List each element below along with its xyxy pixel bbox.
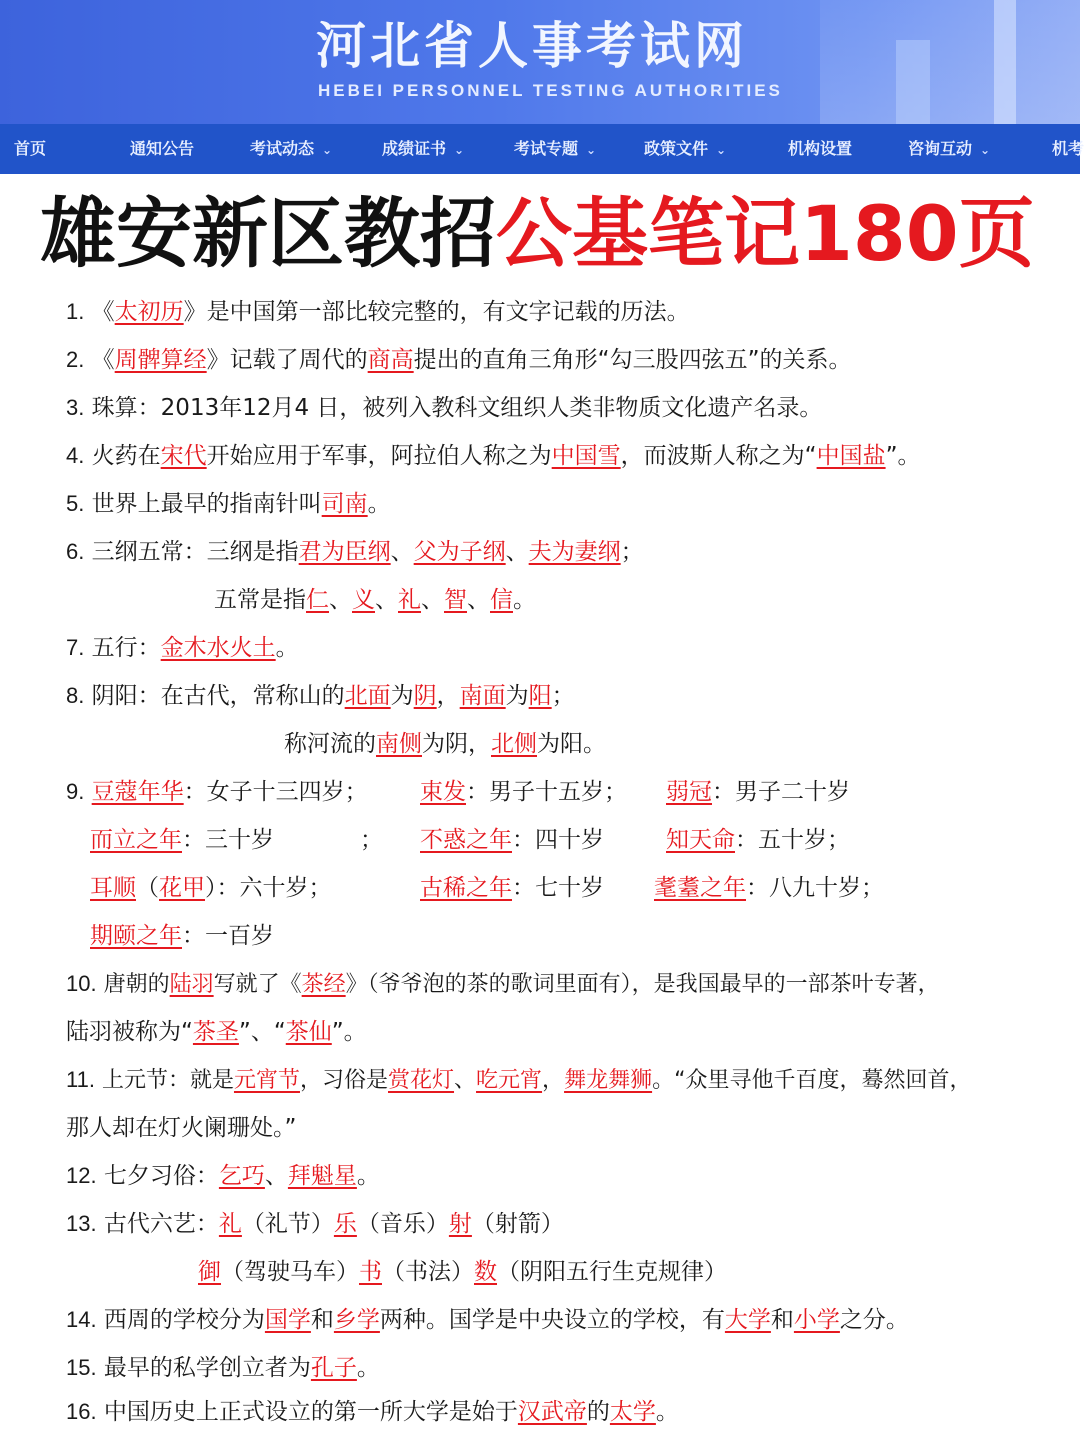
nav-label: 考试专题: [514, 139, 579, 158]
note-item: [66, 1200, 564, 1248]
note-text: （音乐）: [356, 1211, 449, 1237]
note-keyword: 周髀算经: [114, 347, 207, 373]
note-item-cell: [420, 816, 604, 864]
note-text: 、: [390, 539, 414, 565]
note-keyword: 商高: [367, 347, 414, 373]
note-text: （射箭）: [471, 1211, 564, 1237]
note-keyword: 而立之年: [90, 827, 182, 853]
note-keyword: 孔子: [310, 1355, 357, 1381]
note-item-cell: [654, 864, 884, 912]
note-keyword: 南面: [459, 683, 506, 709]
note-item: [66, 336, 852, 384]
note-text: 七夕习俗：: [103, 1163, 219, 1189]
note-text: ；: [360, 827, 383, 853]
note-text: 、: [505, 539, 529, 565]
nav-label: 咨询互动: [908, 139, 973, 158]
note-number: 15.: [66, 1355, 97, 1380]
note-text: ，习俗是: [299, 1068, 388, 1093]
note-number: 6.: [66, 539, 85, 564]
nav-consult[interactable]: [908, 124, 990, 174]
note-text: 《: [91, 299, 115, 325]
note-text: ：三十岁: [182, 827, 274, 853]
note-text: 古代六艺：: [103, 1211, 219, 1237]
note-item-cell: [420, 864, 604, 912]
chevron-down-icon: ⌄: [454, 143, 465, 157]
site-subtitle: HEBEI PERSONNEL TESTING AUTHORITIES: [318, 81, 783, 100]
nav-scores[interactable]: [382, 124, 464, 174]
note-keyword: 金木水火土: [160, 635, 276, 661]
note-item: [66, 768, 368, 816]
note-text: 、: [467, 587, 490, 613]
note-keyword: 御: [198, 1259, 221, 1285]
note-text: ”、“: [238, 1019, 286, 1045]
building-decoration: [896, 40, 930, 124]
nav-computer-exam[interactable]: [1052, 124, 1084, 174]
note-keyword: 陆羽: [169, 972, 214, 997]
site-title: 河北省人事考试网: [316, 17, 748, 75]
note-text: ）：六十岁；: [205, 875, 332, 901]
note-keyword: 拜魁星: [287, 1163, 357, 1189]
note-keyword: 耄耋之年: [654, 875, 746, 901]
note-keyword: 茶经: [301, 972, 346, 997]
note-text: ：八九十岁；: [746, 875, 884, 901]
note-text: 。“众里寻他千百度，蓦然回首，: [652, 1068, 972, 1093]
note-keyword: 中国盐: [816, 443, 886, 469]
note-keyword: 茶仙: [285, 1019, 332, 1045]
note-keyword: 北面: [344, 683, 391, 709]
site-banner: [0, 0, 1080, 124]
note-number: 8.: [66, 683, 85, 708]
note-text: ：男子十五岁；: [466, 779, 627, 805]
note-text: 为: [505, 683, 529, 709]
note-text: ：男子二十岁: [712, 779, 850, 805]
note-text: 火药在: [91, 443, 161, 469]
note-keyword: 君为臣纲: [298, 539, 391, 565]
note-text: 阴阳：在古代，常称山的: [91, 683, 345, 709]
note-text: ”。: [885, 443, 921, 469]
note-keyword: 南侧: [376, 731, 422, 757]
note-keyword: 赏花灯: [388, 1068, 455, 1093]
note-text: 、: [454, 1068, 477, 1093]
note-keyword: 元宵节: [233, 1068, 300, 1093]
note-text: 。: [655, 1399, 679, 1425]
nav-policies[interactable]: [644, 124, 726, 174]
note-number: 2.: [66, 347, 85, 372]
note-keyword: 束发: [420, 779, 466, 805]
note-keyword: 信: [490, 587, 513, 613]
nav-label: 首页: [14, 139, 47, 158]
page-title: [40, 188, 1050, 280]
note-item: [66, 672, 575, 720]
note-text: ，而波斯人称之为“: [620, 443, 817, 469]
note-number: 16.: [66, 1399, 97, 1424]
note-number: 1.: [66, 299, 85, 324]
note-text: 陆羽被称为“: [66, 1019, 193, 1045]
note-keyword: 夫为妻纲: [528, 539, 621, 565]
note-text: 写就了《: [213, 972, 302, 997]
note-text: 为阴，: [422, 731, 491, 757]
note-text: ：一百岁: [182, 923, 274, 949]
note-keyword: 义: [352, 587, 375, 613]
note-item-cell: [90, 912, 274, 960]
nav-notices[interactable]: [130, 124, 194, 174]
note-text: 三纲五常：三纲是指: [91, 539, 299, 565]
note-text: 。: [367, 491, 391, 517]
note-text: ：女子十三四岁；: [183, 779, 368, 805]
note-text: 上元节：就是: [101, 1068, 234, 1093]
note-item: [66, 1388, 679, 1436]
note-text: 中国历史上正式设立的第一所大学是始于: [103, 1399, 518, 1425]
note-number: 7.: [66, 635, 85, 660]
nav-exam-news[interactable]: [250, 124, 332, 174]
note-item-cell: [90, 864, 332, 912]
note-text: 之分。: [839, 1307, 909, 1333]
chevron-down-icon: ⌄: [716, 143, 727, 157]
note-item-continued: [66, 1008, 367, 1056]
note-item-cell: [90, 816, 274, 864]
note-text: 《: [91, 347, 115, 373]
note-text: 开始应用于军事，阿拉伯人称之为: [206, 443, 552, 469]
note-text: 、: [264, 1163, 288, 1189]
note-keyword: 乞巧: [218, 1163, 265, 1189]
note-keyword: 礼: [218, 1211, 242, 1237]
notes-list: [0, 288, 1080, 1438]
note-keyword: 知天命: [666, 827, 735, 853]
chevron-down-icon: ⌄: [586, 143, 597, 157]
note-item: [66, 528, 644, 576]
note-keyword: 中国雪: [551, 443, 621, 469]
title-black-part: 雄安新区教招: [40, 189, 496, 278]
note-item-cell: [666, 816, 850, 864]
title-red-part: 公基笔记180页: [496, 189, 1035, 278]
note-number: 5.: [66, 491, 85, 516]
note-text: （: [136, 875, 159, 901]
note-item-continued: [198, 1248, 727, 1296]
note-keyword: 花甲: [159, 875, 205, 901]
note-text: 》（爷爷泡的茶的歌词里面有），是我国最早的一部茶叶专著，: [345, 972, 940, 997]
note-item-continued: [66, 1104, 296, 1152]
skyline-decoration: [820, 0, 1080, 124]
note-text: ；: [551, 683, 575, 709]
note-number: 3.: [66, 395, 85, 420]
note-text: ，: [542, 1068, 565, 1093]
note-text: 、: [329, 587, 352, 613]
note-text: 和: [310, 1307, 334, 1333]
note-text: 的: [586, 1399, 610, 1425]
nav-home[interactable]: [14, 124, 46, 174]
note-number: 12.: [66, 1163, 97, 1188]
note-text: 唐朝的: [103, 972, 170, 997]
note-keyword: 书: [359, 1259, 382, 1285]
note-keyword: 舞龙舞狮: [564, 1068, 653, 1093]
note-keyword: 阴: [413, 683, 437, 709]
note-text: 为阳。: [537, 731, 606, 757]
note-text: 西周的学校分为: [103, 1307, 265, 1333]
note-keyword: 期颐之年: [90, 923, 182, 949]
nav-label: 机构设置: [788, 139, 853, 158]
note-keyword: 茶圣: [192, 1019, 239, 1045]
note-text: 珠算：2013年12月4 日，被列入教科文组织人类非物质文化遗产名录。: [91, 395, 823, 421]
nav-label: 考试动态: [250, 139, 315, 158]
note-number: 10.: [66, 971, 97, 996]
note-keyword: 大学: [724, 1307, 771, 1333]
note-text: （驾驶马车）: [221, 1259, 359, 1285]
note-text: 世界上最早的指南针叫: [91, 491, 322, 517]
note-text: 提出的直角三角形“勾三股四弦五”的关系。: [413, 347, 852, 373]
note-number: 9.: [66, 779, 85, 804]
note-text: （礼节）: [241, 1211, 334, 1237]
note-text: 。: [356, 1355, 380, 1381]
note-keyword: 不惑之年: [420, 827, 512, 853]
note-text: ：五十岁；: [735, 827, 850, 853]
note-keyword: 仁: [306, 587, 329, 613]
note-item: [66, 1056, 971, 1104]
note-keyword: 耳顺: [90, 875, 136, 901]
note-text: 为: [390, 683, 414, 709]
note-text: 。: [513, 587, 536, 613]
note-text: （书法）: [382, 1259, 474, 1285]
note-keyword: 吃元宵: [476, 1068, 543, 1093]
note-text: 和: [770, 1307, 794, 1333]
note-number: 11.: [66, 1067, 95, 1092]
note-keyword: 智: [444, 587, 467, 613]
note-keyword: 小学: [793, 1307, 840, 1333]
note-item: [66, 480, 391, 528]
note-text: 那人却在灯火阑珊处。”: [66, 1115, 297, 1141]
note-item: [66, 384, 822, 432]
note-keyword: 太初历: [114, 299, 184, 325]
note-item-continued: [284, 720, 606, 768]
note-item: [66, 1344, 380, 1392]
nav-exam-topics[interactable]: [514, 124, 596, 174]
note-text: 》是中国第一部比较完整的，有文字记载的历法。: [183, 299, 690, 325]
note-keyword: 乐: [333, 1211, 357, 1237]
tower-decoration: [994, 0, 1016, 124]
note-text: （阴阳五行生克规律）: [497, 1259, 727, 1285]
note-keyword: 司南: [321, 491, 368, 517]
note-item: [66, 624, 299, 672]
note-keyword: 数: [474, 1259, 497, 1285]
note-text: 》记载了周代的: [206, 347, 368, 373]
note-text: ；: [620, 539, 644, 565]
note-item: [66, 1152, 380, 1200]
note-text: ：四十岁: [512, 827, 604, 853]
note-text: 。: [356, 1163, 380, 1189]
note-keyword: 国学: [264, 1307, 311, 1333]
note-text: 称河流的: [284, 731, 376, 757]
note-keyword: 阳: [528, 683, 552, 709]
note-text: 、: [375, 587, 398, 613]
main-nav: [0, 124, 1084, 174]
nav-label: 通知公告: [130, 139, 195, 158]
note-text: 最早的私学创立者为: [103, 1355, 311, 1381]
note-item: [66, 1296, 909, 1344]
note-text: ”。: [331, 1019, 367, 1045]
note-keyword: 射: [448, 1211, 472, 1237]
nav-label: 成绩证书: [382, 139, 447, 158]
note-item-cell: [360, 816, 383, 864]
note-item-cell: [666, 768, 850, 816]
note-text: 。: [275, 635, 299, 661]
note-keyword: 父为子纲: [413, 539, 506, 565]
note-text: 五行：: [91, 635, 161, 661]
note-number: 4.: [66, 443, 85, 468]
note-keyword: 乡学: [333, 1307, 380, 1333]
note-keyword: 北侧: [491, 731, 537, 757]
note-keyword: 豆蔻年华: [91, 779, 184, 805]
note-number: 13.: [66, 1211, 97, 1236]
note-keyword: 汉武帝: [517, 1399, 587, 1425]
chevron-down-icon: ⌄: [322, 143, 333, 157]
note-text: ，: [436, 683, 460, 709]
note-text: 两种。国学是中央设立的学校，有: [379, 1307, 725, 1333]
note-keyword: 古稀之年: [420, 875, 512, 901]
nav-label: 机考: [1052, 139, 1084, 158]
note-item-cell: [420, 768, 627, 816]
note-item: [66, 432, 921, 480]
note-keyword: 宋代: [160, 443, 207, 469]
note-text: 五常是指: [214, 587, 306, 613]
nav-organization[interactable]: [788, 124, 852, 174]
note-number: 14.: [66, 1307, 97, 1332]
note-item-continued: [214, 576, 536, 624]
note-text: 、: [421, 587, 444, 613]
note-item: [66, 288, 690, 336]
note-item: [66, 960, 940, 1008]
note-keyword: 礼: [398, 587, 421, 613]
nav-label: 政策文件: [644, 139, 709, 158]
note-keyword: 太学: [609, 1399, 656, 1425]
note-keyword: 弱冠: [666, 779, 712, 805]
chevron-down-icon: ⌄: [980, 143, 991, 157]
note-text: ：七十岁: [512, 875, 604, 901]
